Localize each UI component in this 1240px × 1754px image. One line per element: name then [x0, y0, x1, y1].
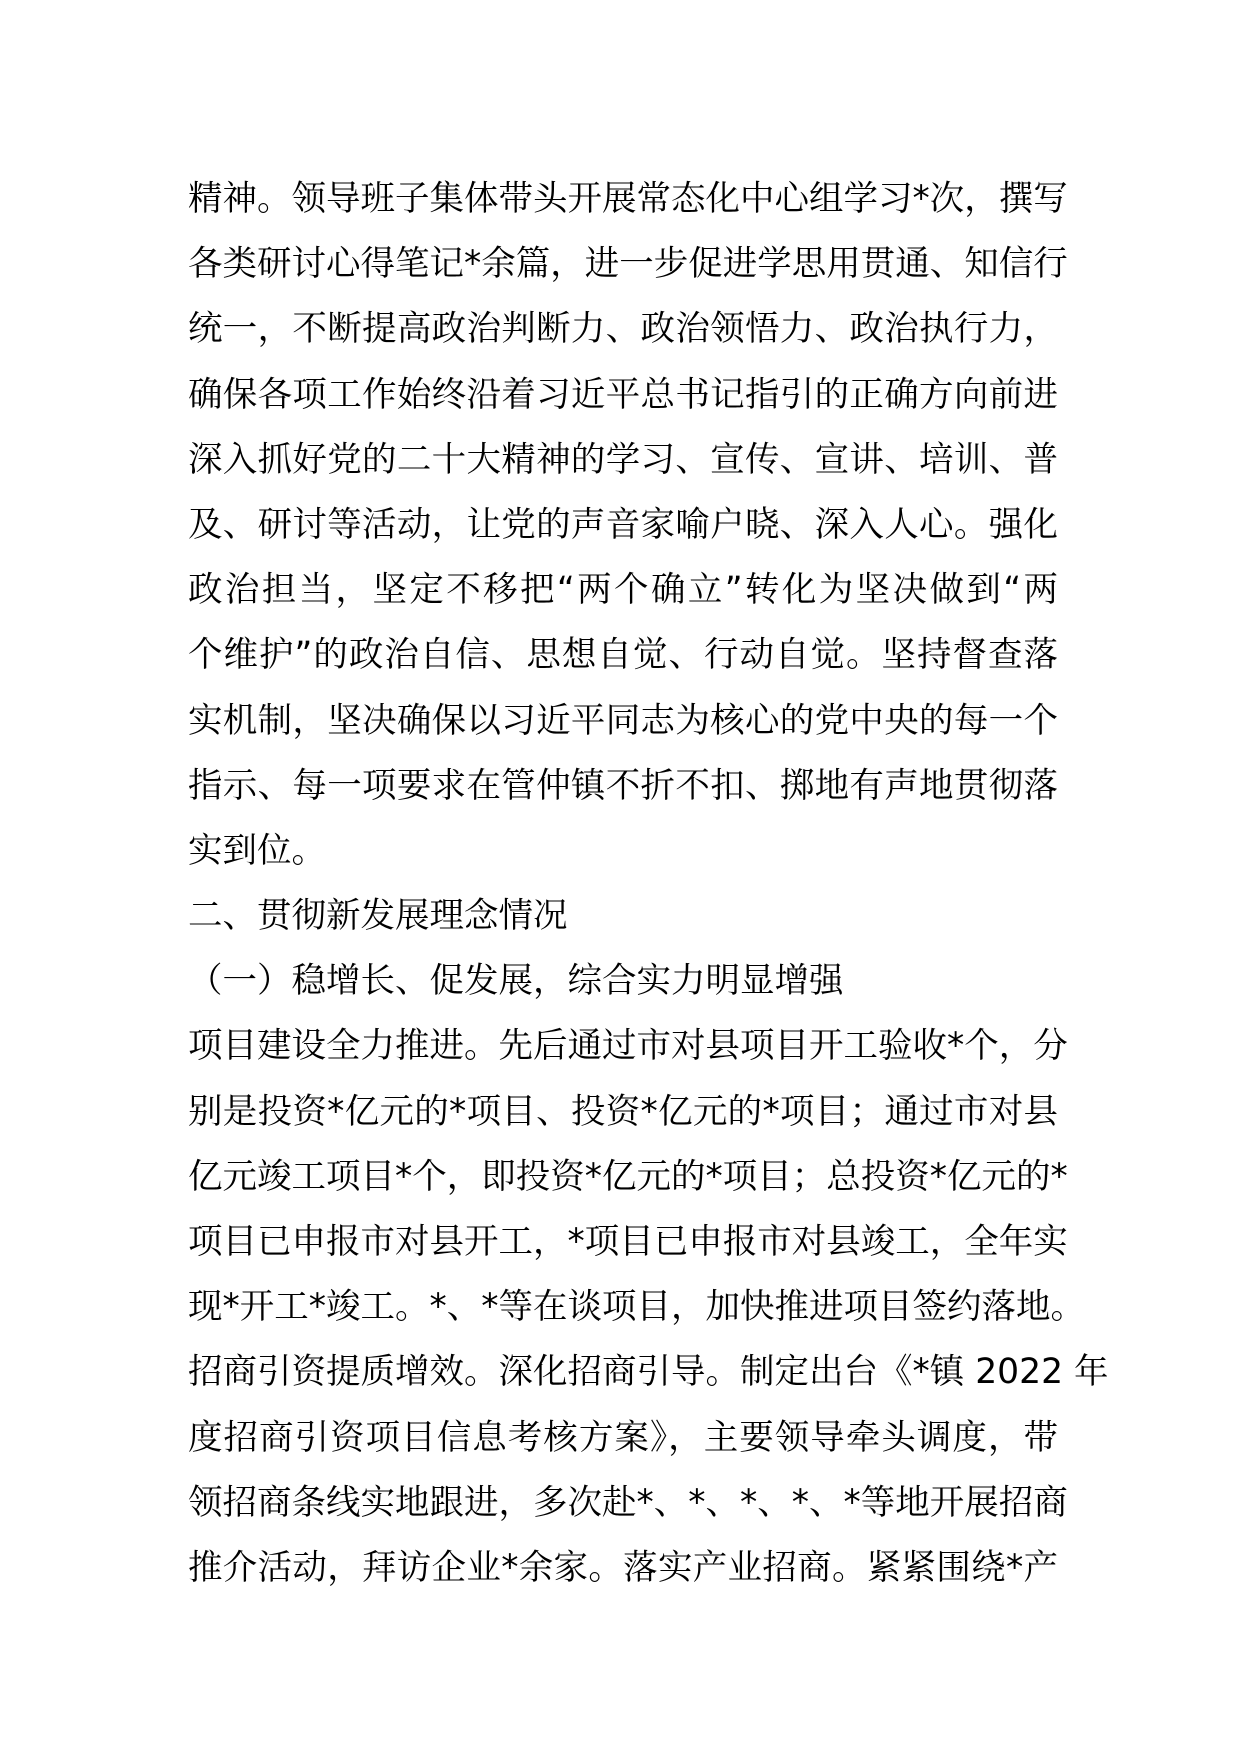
text-line: 政治担当，坚定不移把“两个确立”转化为坚决做到“两 [188, 570, 1058, 611]
text-line: 确保各项工作始终沿着习近平总书记指引的正确方向前进 [188, 374, 1058, 415]
text-line: 招商引资提质增效。深化招商引导。制定出台《*镇 2022 年 [188, 1352, 1109, 1393]
text-line: 深入抓好党的二十大精神的学习、宣传、宣讲、培训、普 [188, 439, 1058, 480]
text-line: 及、研讨等活动，让党的声音家喻户晓、深入人心。强化 [188, 504, 1058, 545]
text-line: （一）稳增长、促发展，综合实力明显增强 [188, 961, 844, 1002]
text-line: 亿元竣工项目*个，即投资*亿元的*项目；总投资*亿元的* [188, 1156, 1068, 1197]
text-line: 项目建设全力推进。先后通过市对县项目开工验收*个，分 [188, 1026, 1068, 1067]
document-body [188, 167, 1109, 1601]
text-line: 项目已申报市对县开工，*项目已申报市对县竣工，全年实 [188, 1222, 1068, 1262]
text-line: 各类研讨心得笔记*余篇，进一步促进学思用贯通、知信行 [188, 244, 1068, 285]
text-line: 精神。领导班子集体带头开展常态化中心组学习*次，撰写 [188, 179, 1068, 219]
text-line: 现*开工*竣工。*、*等在谈项目，加快推进项目签约落地。 [188, 1287, 1085, 1328]
text-line: 实机制，坚决确保以习近平同志为核心的党中央的每一个 [188, 700, 1058, 741]
text-line: 领招商条线实地跟进，多次赴*、*、*、*、*等地开展招商 [188, 1482, 1068, 1523]
text-line: 度招商引资项目信息考核方案》，主要领导牵头调度，带 [188, 1417, 1058, 1458]
text-line: 二、贯彻新发展理念情况 [188, 896, 568, 937]
text-line: 实到位。 [188, 830, 326, 871]
text-line: 个维护”的政治自信、思想自觉、行动自觉。坚持督查落 [188, 635, 1058, 676]
text-line: 指示、每一项要求在管仲镇不折不扣、掷地有声地贯彻落 [188, 765, 1058, 806]
text-line: 推介活动，拜访企业*余家。落实产业招商。紧紧围绕*产 [188, 1547, 1058, 1588]
text-line: 别是投资*亿元的*项目、投资*亿元的*项目；通过市对县 [188, 1091, 1058, 1132]
text-line: 统一，不断提高政治判断力、政治领悟力、政治执行力， [188, 309, 1058, 350]
